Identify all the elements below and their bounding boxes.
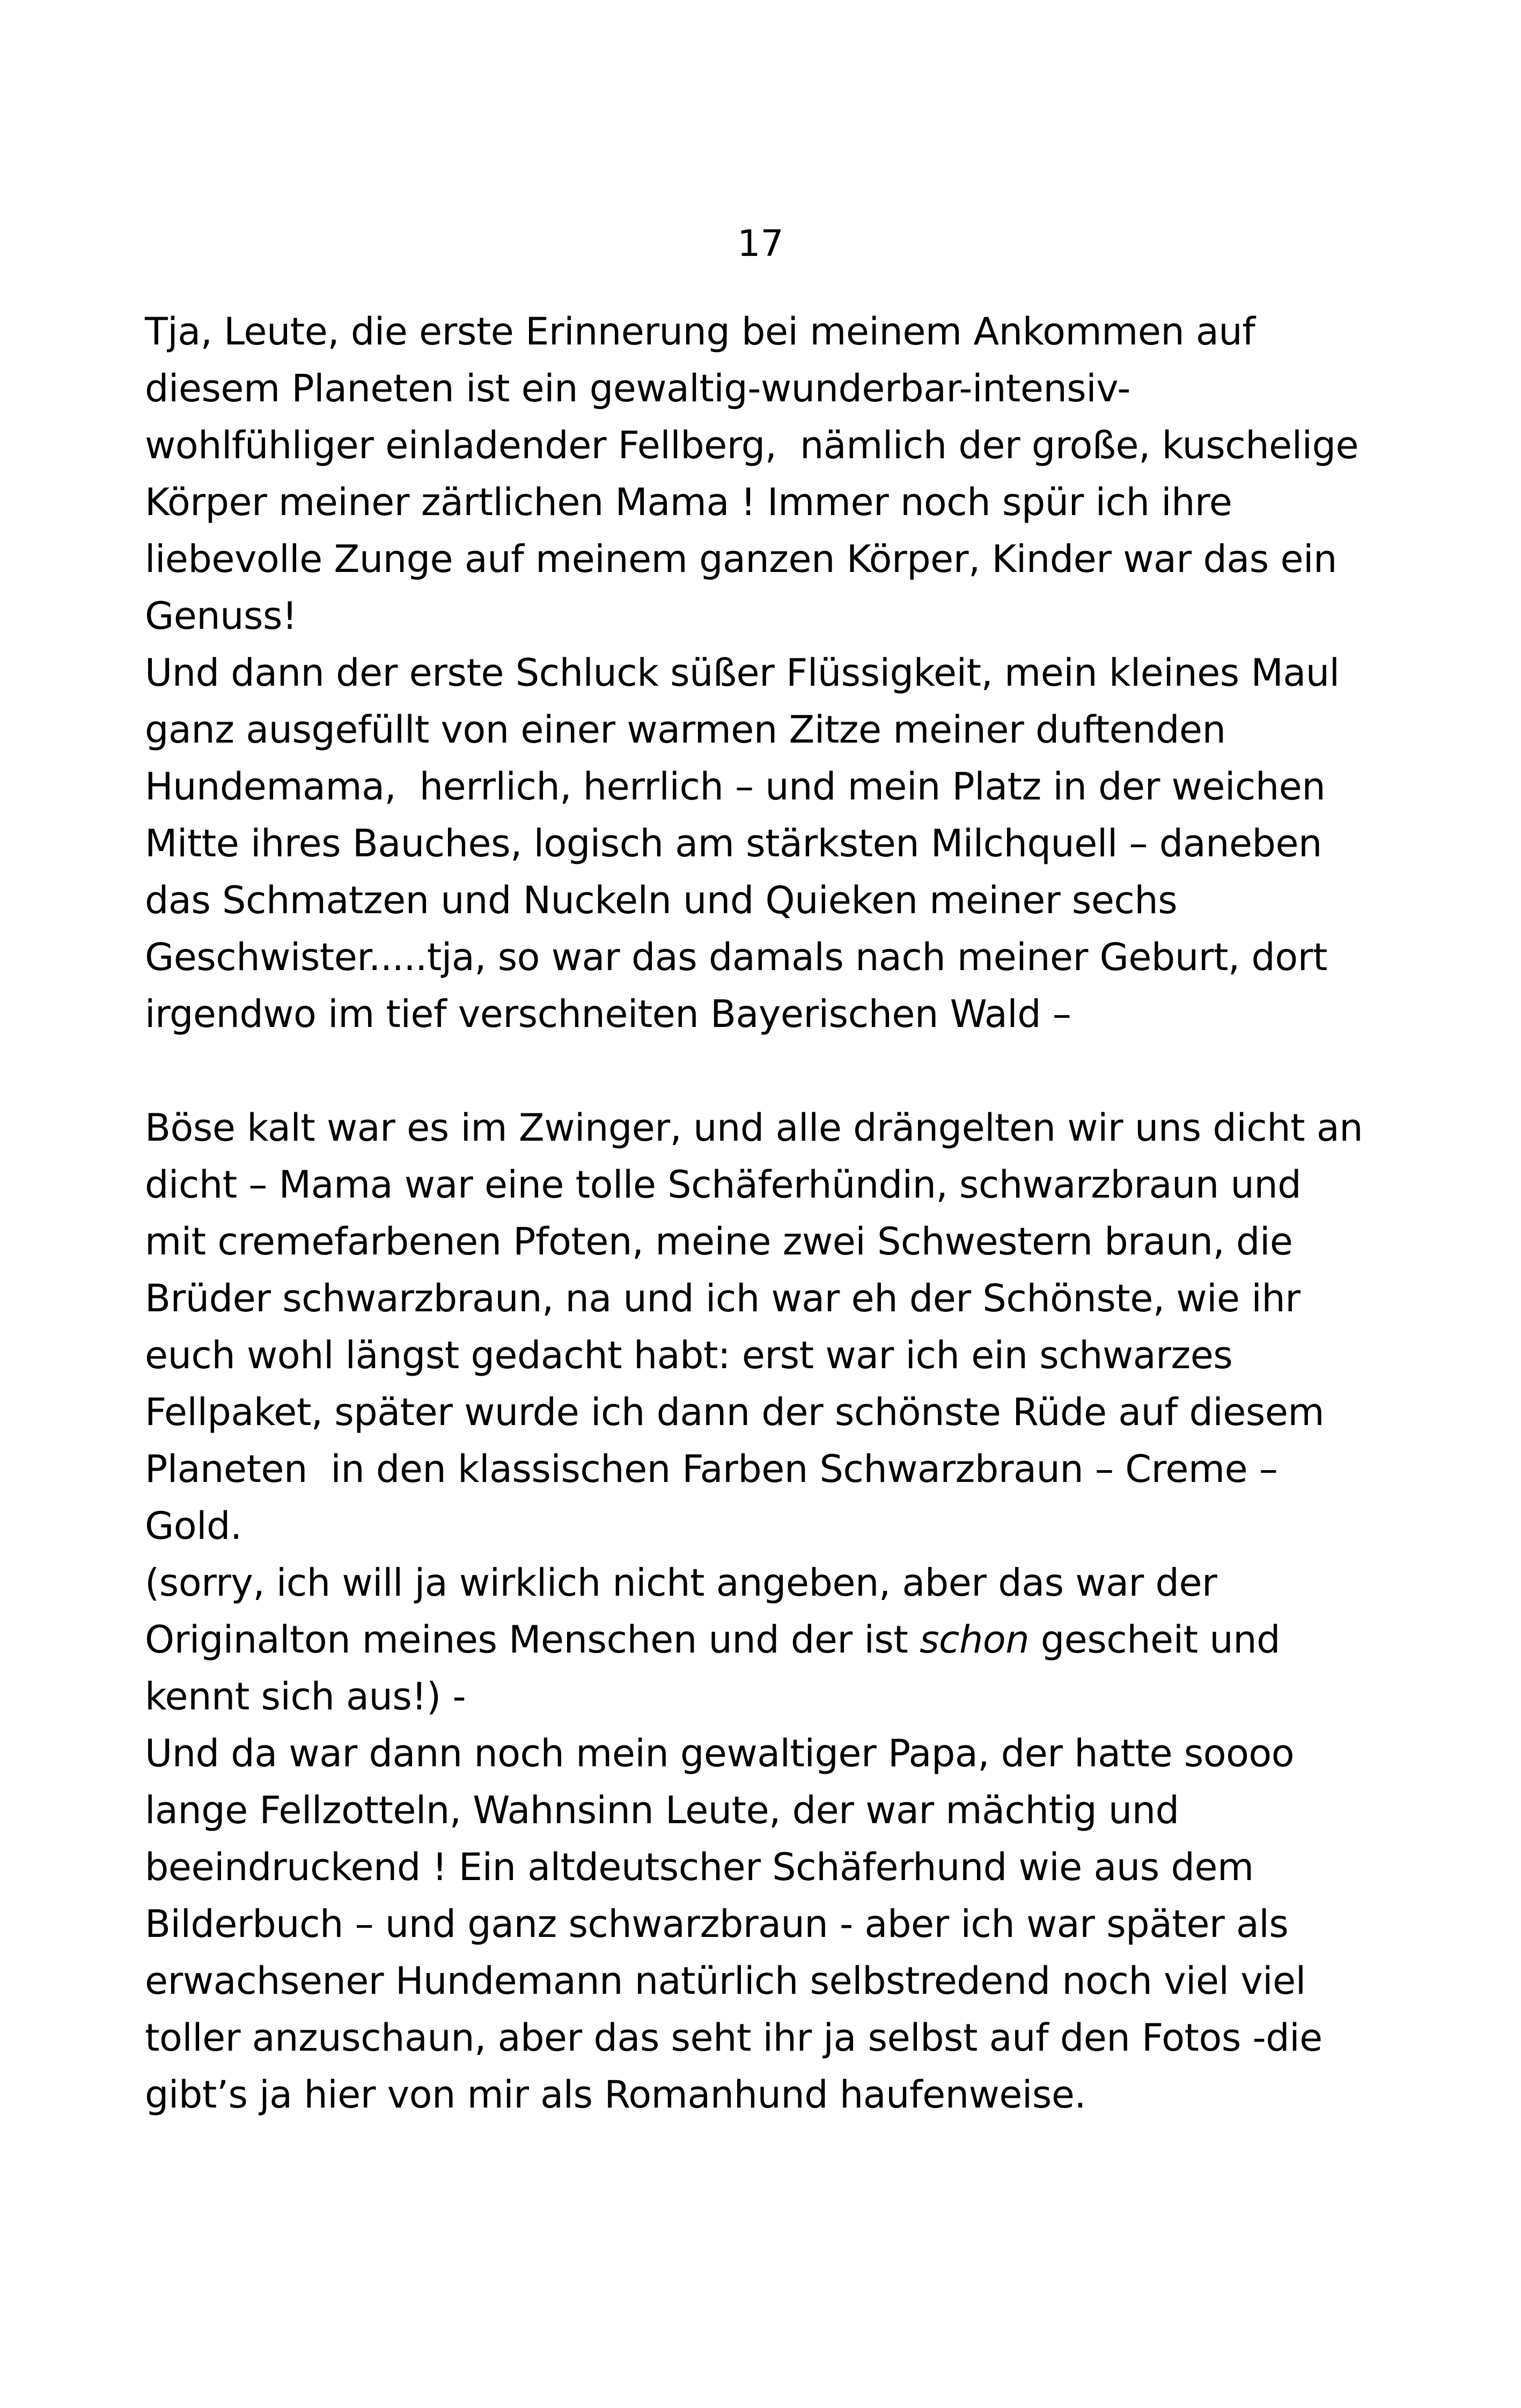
text-line: mit cremefarbenen Pfoten, meine zwei Schwestern braun, die (145, 1220, 1293, 1264)
text-line: lange Fellzotteln, Wahnsinn Leute, der war mächtig und (145, 1788, 1179, 1832)
text-line: Böse kalt war es im Zwinger, und alle drängelten wir uns dicht an (145, 1106, 1363, 1150)
text-line: Tja, Leute, die erste Erinnerung bei meinem Ankommen auf (145, 310, 1255, 354)
italic-emphasis: schon (920, 1618, 1030, 1662)
text-line: Und dann der erste Schluck süßer Flüssigkeit, mein kleines Maul (145, 651, 1340, 695)
text-line: ganz ausgefüllt von einer warmen Zitze meiner duftenden (145, 708, 1226, 752)
text-line: Körper meiner zärtlichen Mama ! Immer noch spür ich ihre (145, 480, 1232, 524)
paragraph-gap (145, 1043, 1395, 1099)
text-line: Brüder schwarzbraun, na und ich war eh der Schönste, wie ihr (145, 1276, 1300, 1320)
text-line: euch wohl längst gedacht habt: erst war ich ein schwarzes (145, 1333, 1233, 1377)
text-line: Hundemama, herrlich, herrlich – und mein Platz in der weichen (145, 765, 1326, 809)
text-line: Bilderbuch – und ganz schwarzbraun - aber ich war später als (145, 1902, 1289, 1946)
text-line: irgendwo im tief verschneiten Bayerischen Wald – (145, 992, 1071, 1036)
page-number: 17 (737, 223, 784, 265)
text-line: liebevolle Zunge auf meinem ganzen Körper, Kinder war das ein (145, 537, 1337, 581)
text-line: Gold. (145, 1504, 242, 1548)
text-line: Geschwister.....tja, so war das damals nach meiner Geburt, dort (145, 935, 1327, 979)
text-line: gibt’s ja hier von mir als Romanhund haufenweise. (145, 2073, 1086, 2117)
text-line: das Schmatzen und Nuckeln und Quieken meiner sechs (145, 878, 1178, 922)
text-segment: Originalton meines Menschen und der ist (145, 1618, 920, 1662)
text-line: toller anzuschaun, aber das seht ihr ja selbst auf den Fotos -die (145, 2016, 1322, 2060)
text-line: erwachsener Hundemann natürlich selbstredend noch viel viel (145, 1959, 1306, 2003)
text-line: (sorry, ich will ja wirklich nicht angeben, aber das war der (145, 1561, 1217, 1605)
text-line: Planeten in den klassischen Farben Schwarzbraun – Creme – (145, 1447, 1278, 1491)
text-line: diesem Planeten ist ein gewaltig-wunderbar-intensiv- (145, 366, 1131, 410)
text-line-mixed (145, 1611, 1395, 1668)
text-line: kennt sich aus!) - (145, 1675, 466, 1719)
text-line: dicht – Mama war eine tolle Schäferhündin, schwarzbraun und (145, 1163, 1302, 1207)
text-line: beeindruckend ! Ein altdeutscher Schäferhund wie aus dem (145, 1845, 1254, 1889)
text-line: Fellpaket, später wurde ich dann der schönste Rüde auf diesem (145, 1390, 1325, 1434)
text-line: Genuss! (145, 594, 297, 638)
text-line: Und da war dann noch mein gewaltiger Papa, der hatte soooo (145, 1731, 1295, 1775)
text-line: Mitte ihres Bauches, logisch am stärksten Milchquell – daneben (145, 821, 1322, 865)
body-text (145, 303, 1395, 2123)
text-line: wohlfühliger einladender Fellberg, nämlich der große, kuschelige (145, 423, 1359, 467)
text-segment: gescheit und (1029, 1618, 1281, 1662)
